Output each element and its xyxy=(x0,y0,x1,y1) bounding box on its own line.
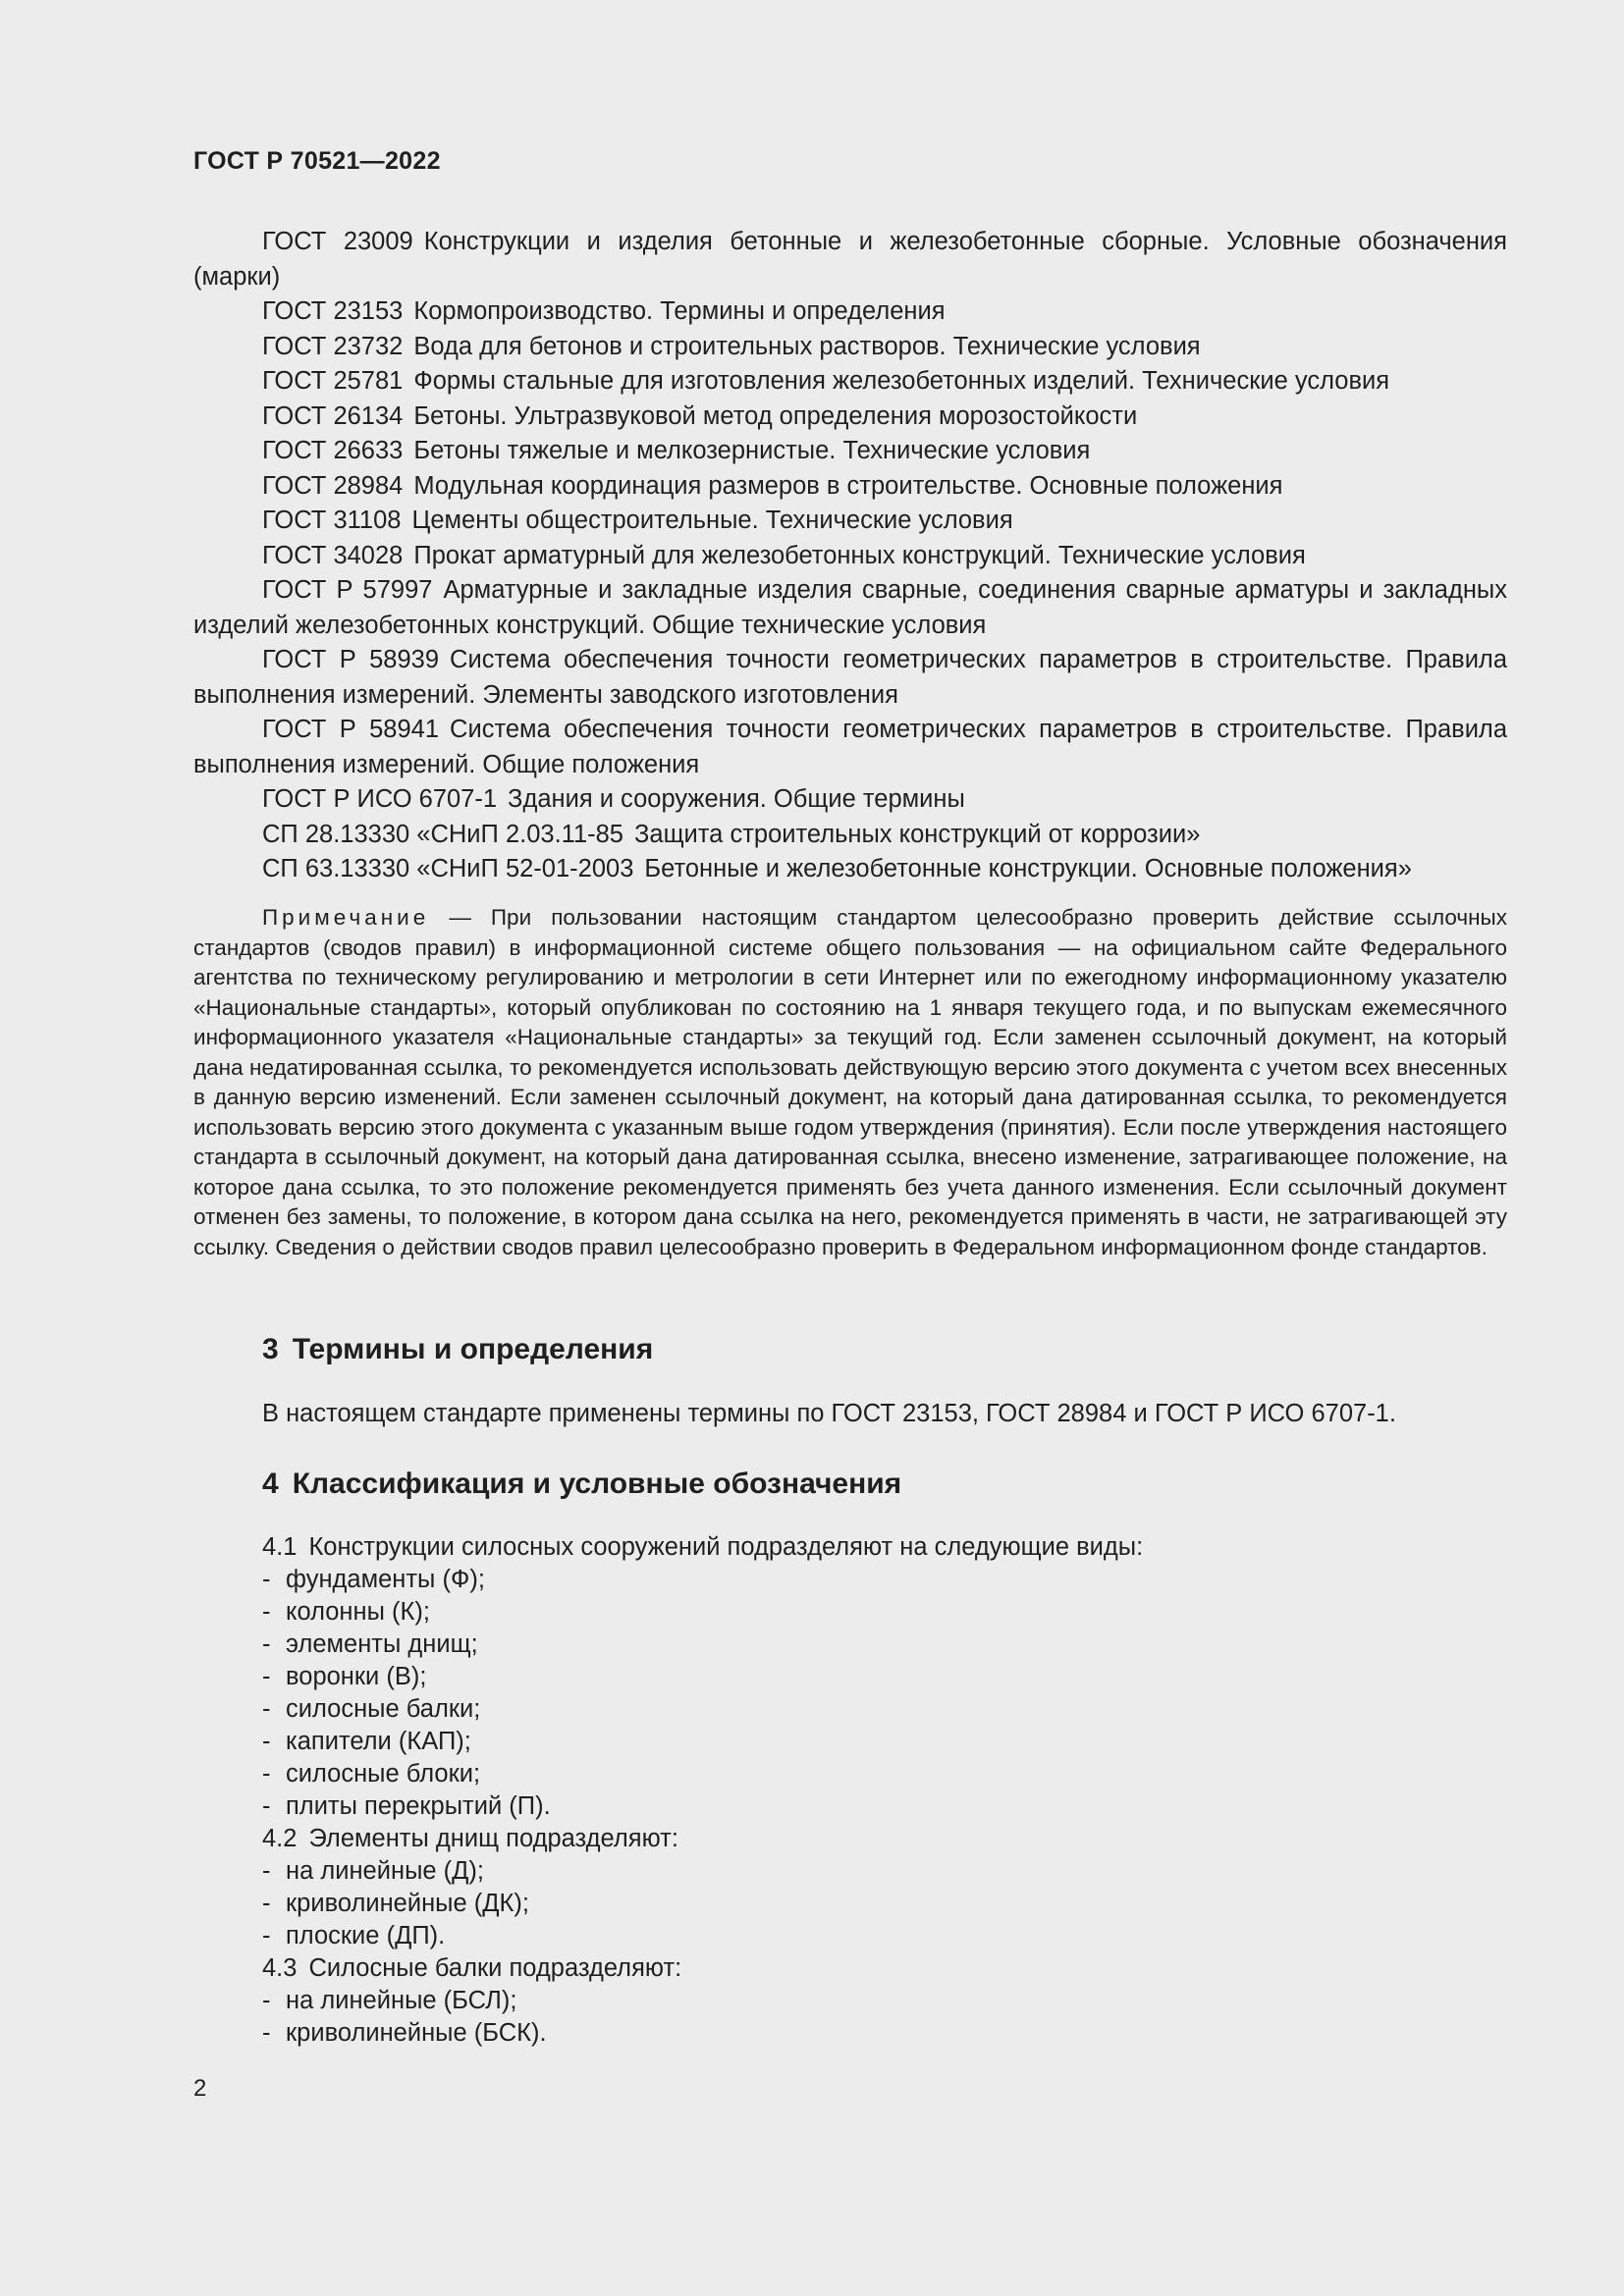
section-3-text: В настоящем стандарте применены термины по ГОСТ 23153, ГОСТ 28984 и ГОСТ Р ИСО 6707-1. xyxy=(262,1400,1396,1427)
reference-code: ГОСТ Р ИСО 6707-1 xyxy=(262,785,498,813)
note-label: Примечание xyxy=(262,905,430,930)
normative-references-list xyxy=(193,225,1507,887)
dash-marker: - xyxy=(262,1792,271,1820)
section-title: Классификация и условные обозначения xyxy=(292,1468,902,1500)
dash-marker: - xyxy=(262,1857,271,1885)
reference-title: Конструкции и изделия бетонные и железобетонные сборные. Условные обозначения (марки) xyxy=(193,228,1507,291)
reference-title: Формы стальные для изготовления железобетонных изделий. Технические условия xyxy=(413,367,1390,395)
dash-marker: - xyxy=(262,1728,271,1755)
list-item-text: криволинейные (БСК). xyxy=(286,2019,547,2047)
reference-code: ГОСТ 28984 xyxy=(262,471,404,500)
list-item xyxy=(262,2017,1507,2050)
reference-item xyxy=(193,643,1507,713)
reference-code: ГОСТ Р 58939 xyxy=(262,646,440,673)
clause-number: 4.1 xyxy=(262,1533,298,1561)
list-item-text: на линейные (БСЛ); xyxy=(286,1987,517,2014)
reference-code: ГОСТ 31108 xyxy=(262,507,402,534)
reference-code: ГОСТ Р 57997 xyxy=(262,576,433,604)
list-item-text: фундаменты (Ф); xyxy=(286,1566,485,1593)
reference-title: Бетоны. Ультразвуковой метод определения морозостойкости xyxy=(413,401,1138,430)
reference-title: Система обеспечения точности геометрических параметров в строительстве. Правила выполнения измерений. Общие положения xyxy=(193,716,1507,778)
clause-text: Элементы днищ подразделяют: xyxy=(308,1825,678,1852)
clause-number: 4.3 xyxy=(262,1954,298,1982)
reference-code: ГОСТ Р 58941 xyxy=(262,716,440,743)
dash-marker: - xyxy=(262,1987,271,2014)
dash-marker: - xyxy=(262,1760,271,1788)
clause xyxy=(262,1952,1507,1985)
list-item-text: на линейные (Д); xyxy=(286,1857,484,1885)
dash-marker: - xyxy=(262,1630,271,1658)
list-item-text: плиты перекрытий (П). xyxy=(286,1792,551,1820)
reference-item xyxy=(193,225,1507,294)
list-item-text: силосные блоки; xyxy=(286,1760,481,1788)
clause-text: Конструкции силосных сооружений подразделяют на следующие виды: xyxy=(308,1533,1144,1561)
reference-code: СП 63.13330 «СНиП 52-01-2003 xyxy=(262,855,634,882)
clause xyxy=(262,1531,1507,1564)
dash-marker: - xyxy=(262,1695,271,1723)
reference-item xyxy=(193,782,1507,818)
references-note xyxy=(193,903,1507,1262)
list-item xyxy=(262,1661,1507,1693)
list-item xyxy=(262,1985,1507,2017)
list-item-text: криволинейные (ДК); xyxy=(286,1890,529,1917)
reference-code: ГОСТ 26134 xyxy=(262,401,404,430)
list-item-text: воронки (В); xyxy=(286,1663,427,1690)
reference-title: Защита строительных конструкций от коррозии» xyxy=(633,820,1201,848)
reference-title: Здания и сооружения. Общие термины xyxy=(508,785,965,813)
reference-title: Система обеспечения точности геометрических параметров в строительстве. Правила выполнения измерений. Элементы заводского изготовления xyxy=(193,646,1507,709)
section-number: 3 xyxy=(262,1333,279,1365)
reference-code: ГОСТ 23009 xyxy=(262,228,413,255)
list-item xyxy=(262,1790,1507,1823)
list-item xyxy=(262,1596,1507,1629)
list-item xyxy=(262,1920,1507,1952)
reference-item xyxy=(193,469,1507,505)
list-item xyxy=(262,1888,1507,1920)
list-item xyxy=(262,1693,1507,1726)
list-item xyxy=(262,1564,1507,1596)
reference-title: Бетонные и железобетонные конструкции. Основные положения» xyxy=(644,855,1412,882)
reference-item xyxy=(193,539,1507,574)
section-4-content xyxy=(262,1531,1507,2050)
list-item-text: капители (КАП); xyxy=(286,1728,471,1755)
clause-text: Силосные балки подразделяют: xyxy=(308,1954,682,1982)
reference-title: Бетоны тяжелые и мелкозернистые. Технические условия xyxy=(413,437,1091,464)
reference-title: Цементы общестроительные. Технические условия xyxy=(411,507,1013,534)
note-text: — При пользовании настоящим стандартом целесообразно проверить действие ссылочных стандартов (сводов правил) в информационной системе общего пользования — на официальном сайте Федерального агентства по техническому регулированию и метрологии в сети Интернет или по ежегодному информационному указателю «Национальные стандарты», который опубликован по состоянию на 1 января текущего года, и по выпускам ежемесячного информационного указателя «Национальные стандарты» за текущий год. Если заменен ссылочный документ, на который дана недатированная ссылка, то рекомендуется использовать действующую версию этого документа с учетом всех внесенных в данную версию изменений. Если заменен ссылочный документ, на который дана датированная ссылка, то рекомендуется использовать версию этого документа с указанным выше годом утверждения (принятия). Если после утверждения настоящего стандарта в ссылочный документ, на который дана датированная ссылка, внесено изменение, затрагивающее положение, на которое дана ссылка, то это положение рекомендуется применять без учета данного изменения. Если ссылочный документ отменен без замены, то положение, в котором дана ссылка на него, рекомендуется применять в части, не затрагивающей эту ссылку. Сведения о действии сводов правил целесообразно проверить в Федеральном информационном фонде стандартов. xyxy=(193,905,1507,1259)
reference-code: ГОСТ 23153 xyxy=(262,297,404,325)
reference-item xyxy=(193,852,1507,887)
reference-title: Кормопроизводство. Термины и определения xyxy=(413,297,946,325)
reference-title: Вода для бетонов и строительных растворов. Технические условия xyxy=(413,332,1201,360)
list-item-text: силосные балки; xyxy=(286,1695,481,1723)
list-item xyxy=(262,1855,1507,1888)
reference-code: ГОСТ 34028 xyxy=(262,541,404,569)
reference-title: Арматурные и закладные изделия сварные, соединения сварные арматуры и закладных изделий железобетонных конструкций. Общие технические условия xyxy=(193,576,1507,639)
dash-marker: - xyxy=(262,2019,271,2047)
reference-item xyxy=(193,818,1507,853)
dash-marker: - xyxy=(262,1890,271,1917)
reference-item xyxy=(193,713,1507,782)
reference-item xyxy=(193,573,1507,643)
section-4-heading xyxy=(262,1468,901,1501)
reference-title: Модульная координация размеров в строительстве. Основные положения xyxy=(413,471,1283,500)
reference-code: СП 28.13330 «СНиП 2.03.11-85 xyxy=(262,820,623,848)
section-title: Термины и определения xyxy=(292,1333,654,1365)
list-item xyxy=(262,1758,1507,1790)
list-item-text: элементы днищ; xyxy=(286,1630,478,1658)
reference-code: ГОСТ 23732 xyxy=(262,332,404,360)
section-3-heading xyxy=(262,1333,653,1366)
dash-marker: - xyxy=(262,1922,271,1949)
list-item xyxy=(262,1726,1507,1758)
reference-item xyxy=(193,294,1507,330)
reference-item xyxy=(193,400,1507,435)
reference-code: ГОСТ 25781 xyxy=(262,367,404,395)
dash-marker: - xyxy=(262,1663,271,1690)
list-item-text: колонны (К); xyxy=(286,1598,430,1626)
page-number: 2 xyxy=(193,2075,207,2102)
list-item-text: плоские (ДП). xyxy=(286,1922,446,1949)
clause xyxy=(262,1823,1507,1855)
page-header-standard-number: ГОСТ Р 70521—2022 xyxy=(193,147,441,175)
reference-item xyxy=(193,330,1507,365)
section-number: 4 xyxy=(262,1468,279,1500)
reference-code: ГОСТ 26633 xyxy=(262,437,404,464)
list-item xyxy=(262,1629,1507,1661)
reference-item xyxy=(193,364,1507,400)
dash-marker: - xyxy=(262,1598,271,1626)
reference-item xyxy=(193,434,1507,469)
dash-marker: - xyxy=(262,1566,271,1593)
clause-number: 4.2 xyxy=(262,1825,298,1852)
reference-item xyxy=(193,504,1507,539)
reference-title: Прокат арматурный для железобетонных конструкций. Технические условия xyxy=(413,541,1306,569)
